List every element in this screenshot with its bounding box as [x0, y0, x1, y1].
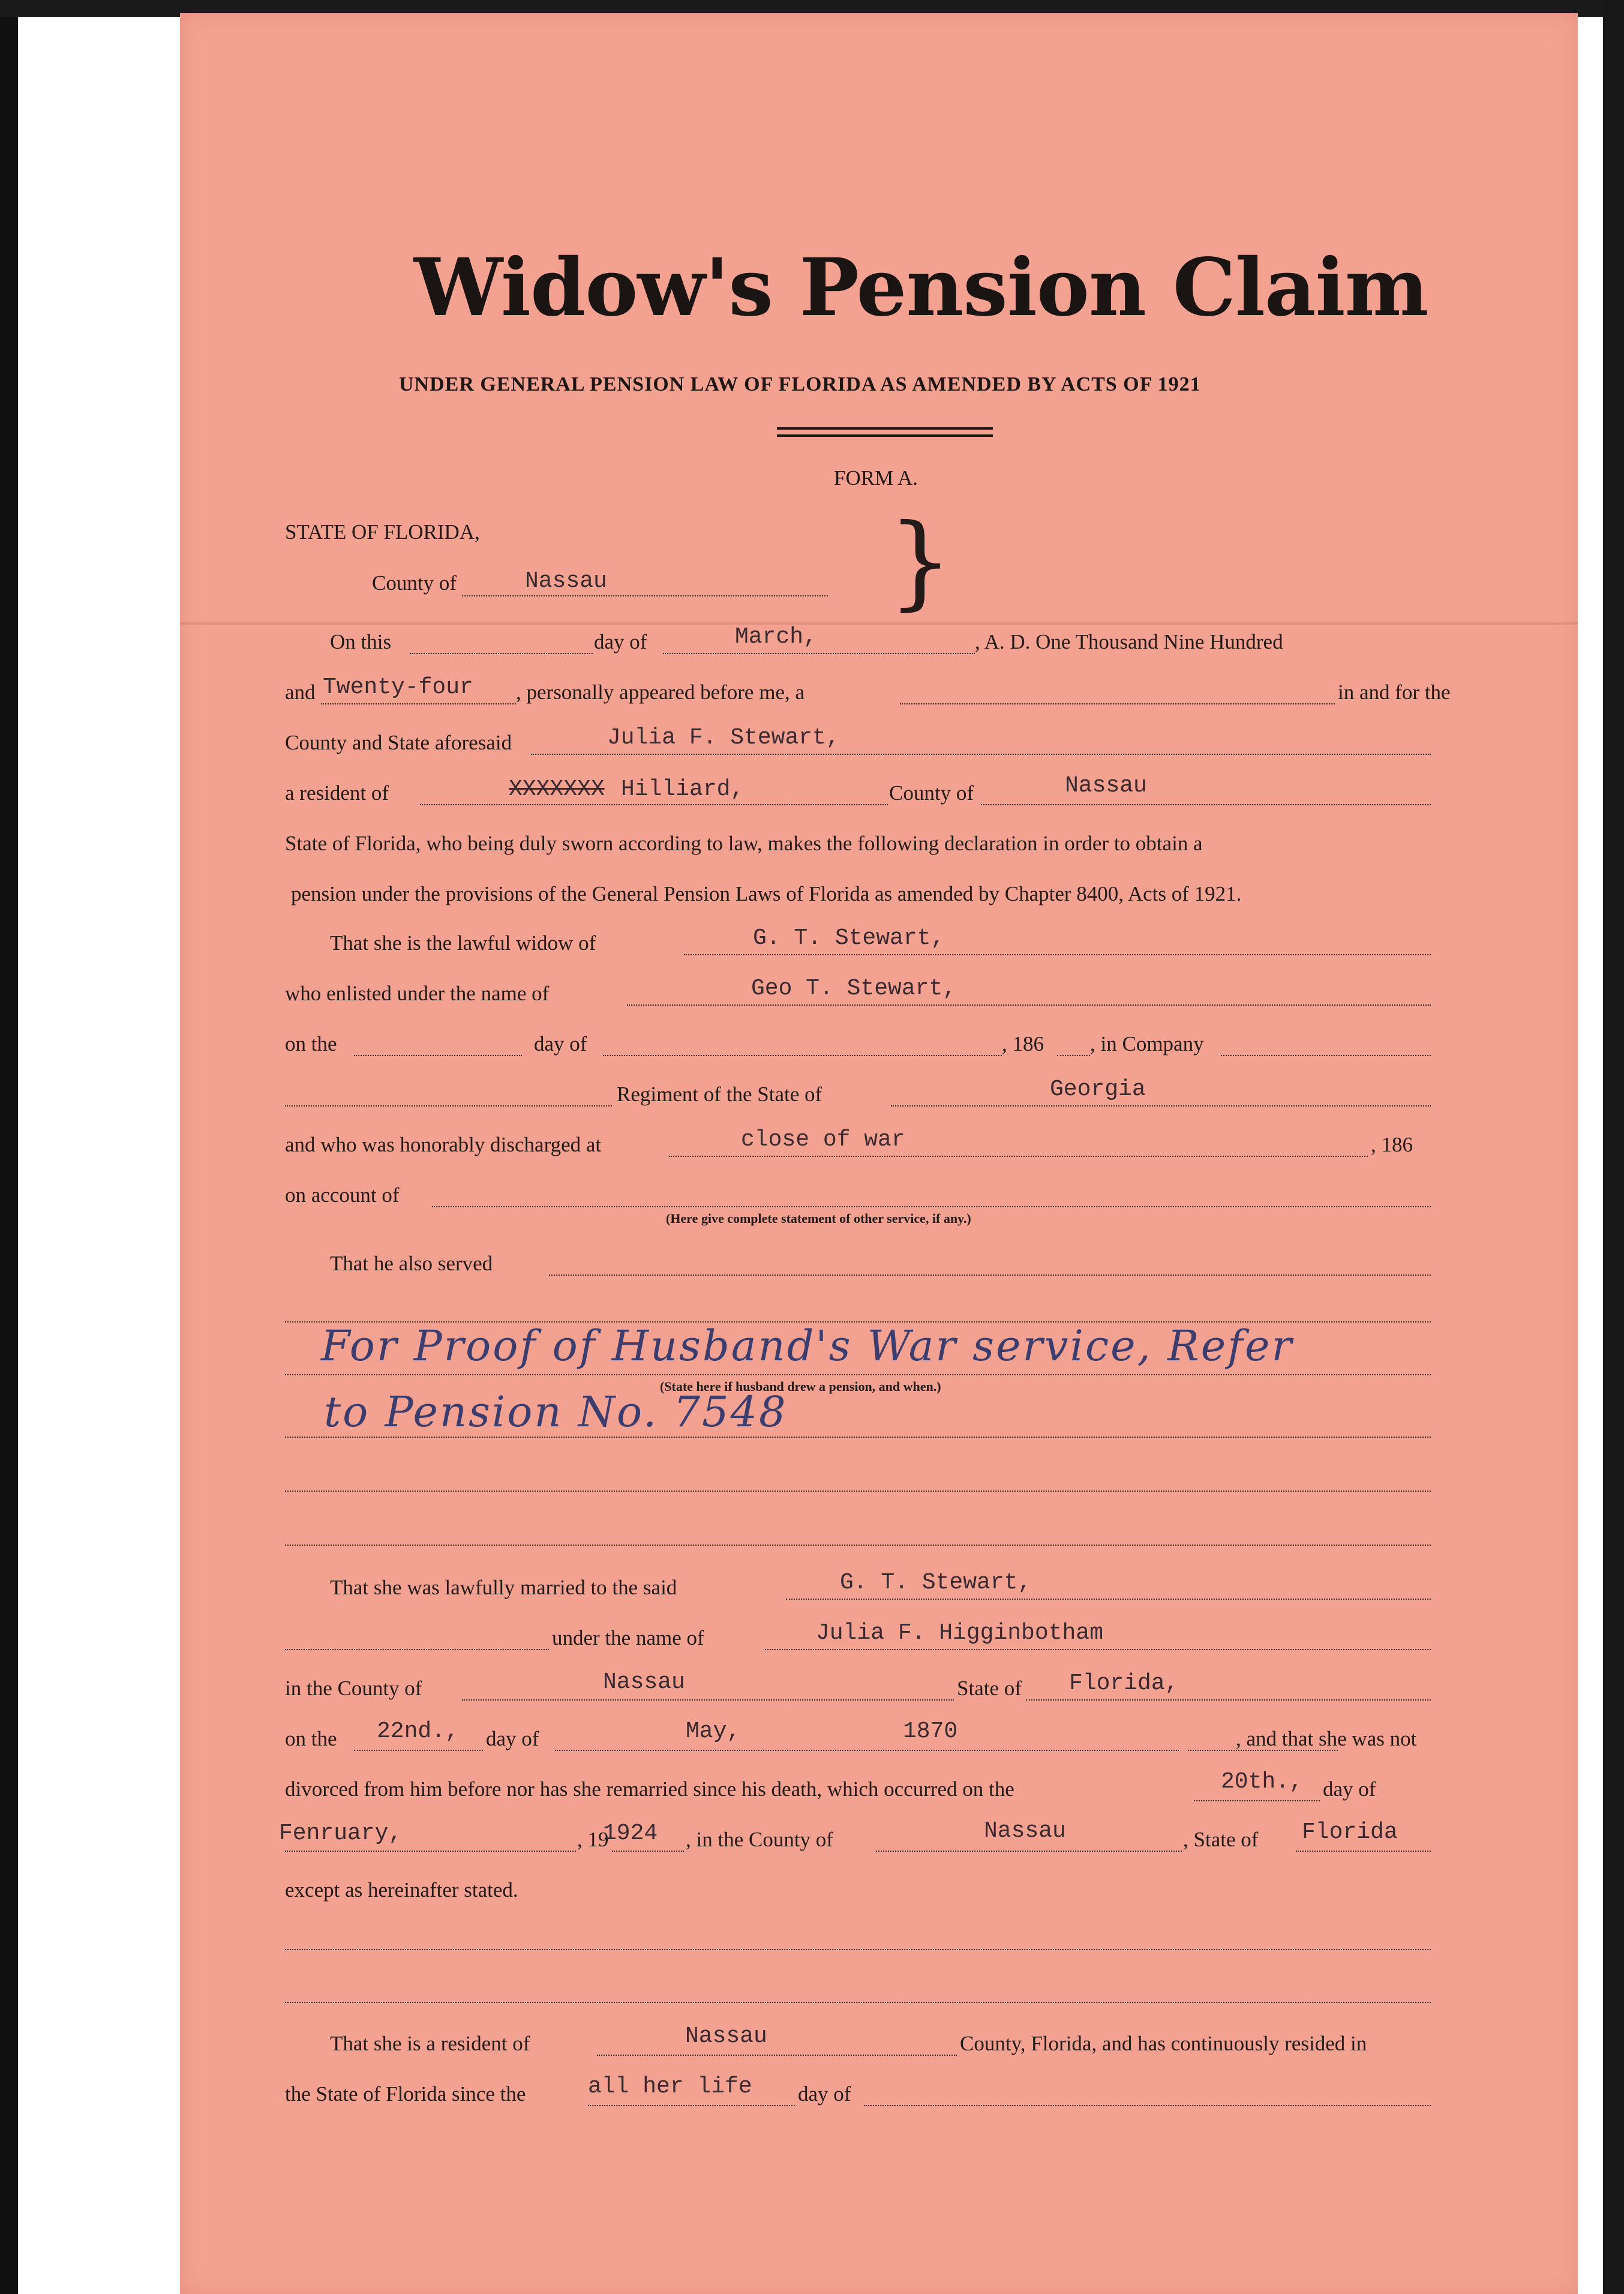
title-rule-1: [777, 427, 993, 430]
under-name-prefix-line: [285, 1649, 549, 1650]
state-label: STATE OF FLORIDA,: [285, 520, 480, 544]
death-county-line: [876, 1851, 1182, 1852]
residence-county-line: [981, 804, 1431, 805]
day-line: [410, 653, 593, 654]
month-line: [663, 653, 975, 654]
residence-struck: XXXXXXX: [509, 776, 605, 802]
county-value: Nassau: [525, 568, 607, 594]
except-line-2: [285, 2002, 1431, 2003]
marriage-month: May,: [686, 1719, 741, 1744]
enlist-month-line: [603, 1055, 1002, 1056]
residence-line: [420, 804, 888, 805]
month-value: March,: [735, 624, 817, 650]
death-month: Fenruary,: [279, 1821, 403, 1846]
declaration-line-1: State of Florida, who being duly sworn according to law, makes the following declaration in order to obtain a: [285, 832, 1203, 855]
death-county: Nassau: [984, 1818, 1066, 1844]
service-line-5: [285, 1491, 1431, 1492]
service-line-6: [285, 1545, 1431, 1546]
appeared-text: , personally appeared before me, a: [516, 680, 805, 704]
state-of-label: State of: [957, 1677, 1022, 1700]
other-service-note: (Here give complete statement of other service, if any.): [666, 1211, 971, 1226]
enlisted-line: [627, 1004, 1431, 1006]
on-the-label-b: on the: [285, 1727, 337, 1750]
discharged-line: [669, 1156, 1368, 1157]
since-end-line: [864, 2105, 1431, 2106]
marriage-day-line: [354, 1750, 483, 1751]
state-of-b: , State of: [1183, 1828, 1259, 1851]
residence-value: Hilliard,: [621, 776, 745, 802]
since-label: the State of Florida since the: [285, 2082, 526, 2106]
service-line-3: [285, 1374, 1431, 1375]
county-of-label: County of: [372, 571, 457, 595]
in-company-label: , in Company: [1090, 1032, 1204, 1055]
county-of-lower: County of: [889, 781, 974, 805]
discharged-year-label: , 186: [1371, 1133, 1413, 1156]
on-the-label: on the: [285, 1032, 337, 1055]
claimant-line: [531, 754, 1431, 755]
and-label: and: [285, 680, 316, 704]
married-line: [786, 1599, 1431, 1600]
death-month-line: [285, 1851, 576, 1852]
resident-of-label: a resident of: [285, 781, 389, 805]
form-title: Widow's Pension Claim: [414, 241, 1428, 334]
under-name-label: under the name of: [552, 1626, 704, 1650]
marriage-day: 22nd.,: [377, 1719, 459, 1744]
married-to: G. T. Stewart,: [840, 1570, 1032, 1596]
maiden-name: Julia F. Higginbotham: [816, 1620, 1103, 1646]
enlist-day-line: [354, 1055, 522, 1056]
death-year: 1924: [603, 1821, 658, 1846]
in-for-text: in and for the: [1338, 680, 1451, 704]
since-day-of: day of: [798, 2082, 851, 2106]
marriage-county: Nassau: [603, 1669, 685, 1695]
day-of-label: day of: [594, 630, 647, 653]
marriage-state: Florida,: [1069, 1671, 1179, 1696]
enlisted-label: who enlisted under the name of: [285, 982, 550, 1005]
except-text: except as hereinafter stated.: [285, 1878, 518, 1902]
regiment-state-line: [891, 1105, 1431, 1106]
on-this-label: On this: [330, 630, 392, 653]
scanner-edge-left: [0, 17, 18, 2294]
not-divorced-text: , and that she was not: [1236, 1727, 1417, 1750]
on-account-line: [432, 1206, 1431, 1207]
handwritten-note-line-2: to Pension No. 7548: [324, 1387, 788, 1437]
day-of-label-b: day of: [486, 1727, 539, 1750]
enlisted-name: Geo T. Stewart,: [751, 976, 957, 1001]
widow-of-label: That she is the lawful widow of: [330, 931, 596, 955]
marriage-county-line: [462, 1699, 954, 1701]
death-state-line: [1296, 1851, 1431, 1852]
regiment-label: Regiment of the State of: [617, 1082, 822, 1106]
officer-line: [900, 703, 1335, 704]
also-served-label: That he also served: [330, 1252, 493, 1275]
pension-form-page: [180, 13, 1578, 2294]
except-line-1: [285, 1949, 1431, 1950]
married-label: That she was lawfully married to the said: [330, 1576, 677, 1599]
year-186-label: , 186: [1002, 1032, 1044, 1055]
divorced-line: divorced from him before nor has she remarried since his death, which occurred on the: [285, 1777, 1014, 1801]
in-county-label: in the County of: [285, 1677, 422, 1700]
resident-county: Nassau: [685, 2023, 767, 2049]
marriage-year: 1870: [903, 1719, 958, 1744]
regiment-state: Georgia: [1050, 1076, 1146, 1102]
county-line: [462, 595, 828, 596]
on-account-of-label: on account of: [285, 1183, 400, 1207]
ad-text: , A. D. One Thousand Nine Hundred: [975, 630, 1283, 653]
discharged-value: close of war: [741, 1127, 905, 1153]
residence-county: Nassau: [1065, 773, 1147, 799]
death-state: Florida: [1302, 1819, 1398, 1845]
year-line: [321, 703, 516, 704]
death-year-prefix: , 19: [577, 1828, 609, 1851]
husband-pension-note: (State here if husband drew a pension, and when.): [660, 1379, 941, 1394]
resident-county-line: [597, 2055, 957, 2056]
marriage-state-line: [1026, 1699, 1431, 1701]
also-served-line: [549, 1275, 1431, 1276]
discharged-label: and who was honorably discharged at: [285, 1133, 602, 1156]
county-florida-text: County, Florida, and has continuously resided in: [960, 2032, 1367, 2055]
death-day: 20th.,: [1221, 1769, 1303, 1795]
bracket: }: [888, 502, 953, 621]
declaration-line-2: pension under the provisions of the General Pension Laws of Florida as amended by Chapter 8400, Acts of 1921.: [291, 882, 1242, 905]
death-year-line: [612, 1851, 684, 1852]
form-subtitle: UNDER GENERAL PENSION LAW OF FLORIDA AS AMENDED BY ACTS OF 1921: [399, 373, 1201, 395]
regiment-line: [285, 1105, 612, 1106]
county-state-aforesaid: County and State aforesaid: [285, 731, 512, 754]
form-label: FORM A.: [834, 466, 918, 490]
resident-label: That she is a resident of: [330, 2032, 530, 2055]
paper-fold: [180, 622, 1578, 625]
marriage-date-line: [555, 1750, 1179, 1751]
since-value: all her life: [588, 2074, 752, 2100]
title-rule-2: [777, 434, 993, 437]
scanner-edge-right: [1603, 0, 1624, 2294]
year-value: Twenty-four: [323, 674, 473, 700]
handwritten-note-line-1: For Proof of Husband's War service, Refer: [321, 1321, 1293, 1371]
husband-name: G. T. Stewart,: [753, 925, 945, 951]
maiden-name-line: [765, 1649, 1431, 1650]
claimant-name: Julia F. Stewart,: [607, 725, 840, 751]
service-line-4: [285, 1437, 1431, 1438]
death-day-of-label: day of: [1323, 1777, 1376, 1801]
since-line: [588, 2105, 795, 2106]
husband-line: [684, 954, 1431, 955]
enlist-year-line: [1057, 1055, 1090, 1056]
in-county-of-b: , in the County of: [686, 1828, 833, 1851]
company-line: [1221, 1055, 1431, 1056]
death-day-line: [1194, 1800, 1320, 1801]
enlist-day-of-label: day of: [534, 1032, 587, 1055]
